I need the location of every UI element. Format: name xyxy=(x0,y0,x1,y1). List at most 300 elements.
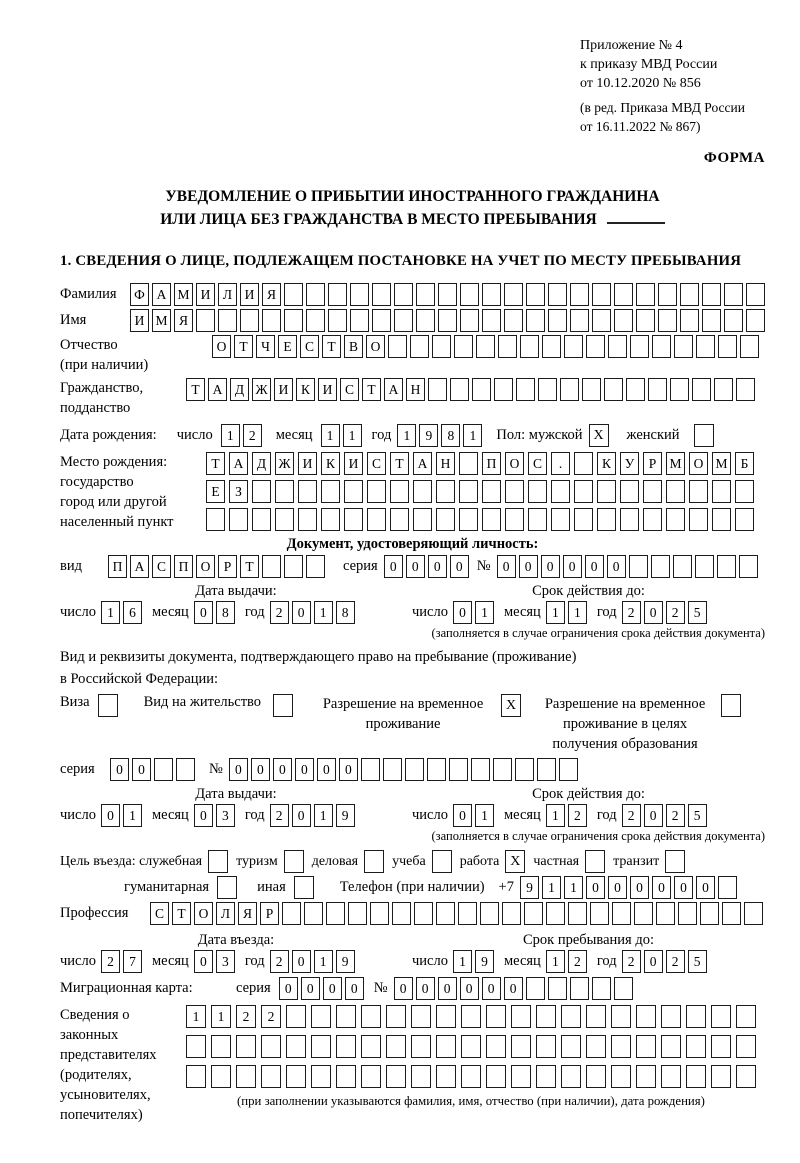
char-box[interactable]: У xyxy=(620,452,639,475)
char-box[interactable]: Р xyxy=(218,555,237,578)
char-box[interactable]: О xyxy=(212,335,231,358)
char-box[interactable]: 0 xyxy=(519,555,538,578)
char-box[interactable]: 2 xyxy=(666,804,685,827)
char-box[interactable] xyxy=(436,480,455,503)
char-box[interactable] xyxy=(714,378,733,401)
char-box[interactable]: 0 xyxy=(416,977,435,1000)
char-box[interactable] xyxy=(311,1035,331,1058)
char-box[interactable]: 0 xyxy=(644,601,663,624)
char-box[interactable] xyxy=(436,508,455,531)
char-box[interactable] xyxy=(592,283,611,306)
char-box[interactable]: 1 xyxy=(397,424,416,447)
char-box[interactable]: А xyxy=(130,555,149,578)
char-box[interactable] xyxy=(321,480,340,503)
char-box[interactable] xyxy=(570,977,589,1000)
char-box[interactable]: П xyxy=(174,555,193,578)
char-box[interactable] xyxy=(614,283,633,306)
char-box[interactable]: 0 xyxy=(674,876,693,899)
char-box[interactable] xyxy=(546,902,565,925)
char-box[interactable] xyxy=(712,480,731,503)
char-box[interactable] xyxy=(502,902,521,925)
char-box[interactable] xyxy=(459,452,478,475)
char-box[interactable]: П xyxy=(482,452,501,475)
char-box[interactable] xyxy=(505,480,524,503)
char-box[interactable] xyxy=(542,335,561,358)
char-box[interactable] xyxy=(262,309,281,332)
checkbox-visa[interactable] xyxy=(98,694,118,717)
char-box[interactable] xyxy=(739,555,758,578)
char-box[interactable] xyxy=(614,309,633,332)
char-box[interactable] xyxy=(336,1035,356,1058)
char-box[interactable] xyxy=(604,378,623,401)
char-box[interactable] xyxy=(630,335,649,358)
char-box[interactable]: 0 xyxy=(292,950,311,973)
char-box[interactable]: 3 xyxy=(216,804,235,827)
char-box[interactable] xyxy=(735,508,754,531)
char-box[interactable] xyxy=(229,508,248,531)
char-box[interactable] xyxy=(520,335,539,358)
char-box[interactable] xyxy=(626,378,645,401)
char-box[interactable]: Т xyxy=(172,902,191,925)
char-box[interactable] xyxy=(482,508,501,531)
char-box[interactable]: Т xyxy=(206,452,225,475)
char-box[interactable]: И xyxy=(298,452,317,475)
char-box[interactable]: 0 xyxy=(339,758,358,781)
char-box[interactable] xyxy=(413,508,432,531)
char-box[interactable] xyxy=(680,283,699,306)
char-box[interactable]: 9 xyxy=(475,950,494,973)
char-box[interactable]: Т xyxy=(240,555,259,578)
char-box[interactable] xyxy=(592,977,611,1000)
char-box[interactable] xyxy=(686,1005,706,1028)
char-box[interactable]: 2 xyxy=(666,950,685,973)
char-box[interactable]: А xyxy=(229,452,248,475)
char-box[interactable]: 0 xyxy=(251,758,270,781)
char-box[interactable] xyxy=(718,335,737,358)
char-box[interactable]: М xyxy=(152,309,171,332)
char-box[interactable] xyxy=(711,1005,731,1028)
char-box[interactable] xyxy=(629,555,648,578)
char-box[interactable]: 5 xyxy=(688,601,707,624)
char-box[interactable] xyxy=(486,1065,506,1088)
checkbox-male[interactable]: X xyxy=(589,424,609,447)
char-box[interactable]: Е xyxy=(278,335,297,358)
char-box[interactable] xyxy=(526,283,545,306)
char-box[interactable] xyxy=(658,309,677,332)
char-box[interactable]: 2 xyxy=(270,601,289,624)
char-box[interactable] xyxy=(438,283,457,306)
char-box[interactable]: И xyxy=(130,309,149,332)
char-box[interactable] xyxy=(416,283,435,306)
char-box[interactable] xyxy=(471,758,490,781)
char-box[interactable] xyxy=(262,555,281,578)
char-box[interactable] xyxy=(311,1065,331,1088)
char-box[interactable] xyxy=(636,1005,656,1028)
char-box[interactable] xyxy=(386,1035,406,1058)
char-box[interactable]: В xyxy=(344,335,363,358)
char-box[interactable] xyxy=(428,378,447,401)
char-box[interactable] xyxy=(564,335,583,358)
char-box[interactable] xyxy=(326,902,345,925)
char-box[interactable]: 0 xyxy=(384,555,403,578)
char-box[interactable]: 5 xyxy=(688,804,707,827)
checkbox-humanitarian[interactable] xyxy=(217,876,237,899)
char-box[interactable] xyxy=(361,1035,381,1058)
char-box[interactable] xyxy=(284,283,303,306)
char-box[interactable] xyxy=(634,902,653,925)
char-box[interactable] xyxy=(454,335,473,358)
char-box[interactable]: О xyxy=(194,902,213,925)
char-box[interactable]: Ж xyxy=(275,452,294,475)
char-box[interactable] xyxy=(361,1065,381,1088)
char-box[interactable]: 8 xyxy=(441,424,460,447)
char-box[interactable]: 1 xyxy=(546,601,565,624)
char-box[interactable]: Р xyxy=(260,902,279,925)
char-box[interactable]: 0 xyxy=(194,804,213,827)
char-box[interactable] xyxy=(414,902,433,925)
char-box[interactable]: 1 xyxy=(546,950,565,973)
char-box[interactable] xyxy=(413,480,432,503)
char-box[interactable]: 2 xyxy=(261,1005,281,1028)
char-box[interactable] xyxy=(361,758,380,781)
char-box[interactable]: 0 xyxy=(453,804,472,827)
char-box[interactable] xyxy=(186,1065,206,1088)
char-box[interactable]: . xyxy=(551,452,570,475)
char-box[interactable]: 0 xyxy=(132,758,151,781)
char-box[interactable]: А xyxy=(413,452,432,475)
char-box[interactable]: К xyxy=(597,452,616,475)
char-box[interactable] xyxy=(702,309,721,332)
char-box[interactable] xyxy=(686,1035,706,1058)
char-box[interactable] xyxy=(461,1035,481,1058)
char-box[interactable]: 9 xyxy=(336,950,355,973)
char-box[interactable]: 1 xyxy=(211,1005,231,1028)
char-box[interactable] xyxy=(678,902,697,925)
char-box[interactable] xyxy=(350,283,369,306)
char-box[interactable]: 0 xyxy=(607,555,626,578)
char-box[interactable]: Т xyxy=(234,335,253,358)
char-box[interactable] xyxy=(538,378,557,401)
checkbox-work[interactable]: X xyxy=(505,850,525,873)
char-box[interactable] xyxy=(524,902,543,925)
char-box[interactable] xyxy=(608,335,627,358)
char-box[interactable] xyxy=(390,508,409,531)
char-box[interactable] xyxy=(611,1035,631,1058)
char-box[interactable]: П xyxy=(108,555,127,578)
char-box[interactable] xyxy=(298,480,317,503)
char-box[interactable] xyxy=(284,309,303,332)
char-box[interactable]: К xyxy=(321,452,340,475)
char-box[interactable] xyxy=(695,555,714,578)
char-box[interactable]: М xyxy=(174,283,193,306)
char-box[interactable]: 1 xyxy=(542,876,561,899)
char-box[interactable] xyxy=(537,758,556,781)
char-box[interactable]: 0 xyxy=(497,555,516,578)
char-box[interactable] xyxy=(306,309,325,332)
char-box[interactable] xyxy=(367,508,386,531)
char-box[interactable]: Я xyxy=(174,309,193,332)
char-box[interactable] xyxy=(736,1035,756,1058)
char-box[interactable] xyxy=(597,480,616,503)
char-box[interactable]: С xyxy=(152,555,171,578)
char-box[interactable]: 9 xyxy=(520,876,539,899)
char-box[interactable] xyxy=(511,1065,531,1088)
char-box[interactable] xyxy=(636,283,655,306)
char-box[interactable]: Ф xyxy=(130,283,149,306)
char-box[interactable] xyxy=(528,480,547,503)
char-box[interactable] xyxy=(240,309,259,332)
char-box[interactable]: 3 xyxy=(216,950,235,973)
char-box[interactable]: И xyxy=(274,378,293,401)
char-box[interactable] xyxy=(436,1005,456,1028)
char-box[interactable]: С xyxy=(528,452,547,475)
char-box[interactable] xyxy=(411,1005,431,1028)
char-box[interactable] xyxy=(620,480,639,503)
char-box[interactable]: 9 xyxy=(419,424,438,447)
char-box[interactable]: Б xyxy=(735,452,754,475)
char-box[interactable]: 0 xyxy=(563,555,582,578)
char-box[interactable] xyxy=(392,902,411,925)
char-box[interactable]: Т xyxy=(362,378,381,401)
char-box[interactable]: 2 xyxy=(568,950,587,973)
char-box[interactable]: Н xyxy=(406,378,425,401)
char-box[interactable]: О xyxy=(689,452,708,475)
char-box[interactable] xyxy=(436,1065,456,1088)
char-box[interactable] xyxy=(586,335,605,358)
char-box[interactable] xyxy=(746,283,765,306)
char-box[interactable] xyxy=(548,309,567,332)
char-box[interactable] xyxy=(438,309,457,332)
char-box[interactable] xyxy=(559,758,578,781)
char-box[interactable]: 0 xyxy=(541,555,560,578)
char-box[interactable]: 1 xyxy=(186,1005,206,1028)
char-box[interactable]: 1 xyxy=(453,950,472,973)
char-box[interactable] xyxy=(367,480,386,503)
char-box[interactable]: А xyxy=(208,378,227,401)
char-box[interactable] xyxy=(586,1035,606,1058)
char-box[interactable] xyxy=(744,902,763,925)
char-box[interactable]: Я xyxy=(238,902,257,925)
char-box[interactable] xyxy=(386,1065,406,1088)
char-box[interactable]: О xyxy=(366,335,385,358)
char-box[interactable]: Д xyxy=(230,378,249,401)
char-box[interactable]: 6 xyxy=(123,601,142,624)
char-box[interactable]: 0 xyxy=(428,555,447,578)
char-box[interactable]: 0 xyxy=(644,950,663,973)
char-box[interactable] xyxy=(614,977,633,1000)
char-box[interactable] xyxy=(692,378,711,401)
char-box[interactable] xyxy=(186,1035,206,1058)
char-box[interactable]: 0 xyxy=(394,977,413,1000)
char-box[interactable] xyxy=(206,508,225,531)
char-box[interactable] xyxy=(394,309,413,332)
char-box[interactable] xyxy=(570,309,589,332)
char-box[interactable]: С xyxy=(367,452,386,475)
char-box[interactable]: Р xyxy=(643,452,662,475)
char-box[interactable] xyxy=(574,480,593,503)
char-box[interactable] xyxy=(718,876,737,899)
char-box[interactable] xyxy=(427,758,446,781)
checkbox-tourism[interactable] xyxy=(284,850,304,873)
char-box[interactable] xyxy=(586,1005,606,1028)
char-box[interactable] xyxy=(306,283,325,306)
char-box[interactable] xyxy=(636,309,655,332)
char-box[interactable] xyxy=(658,283,677,306)
char-box[interactable] xyxy=(689,508,708,531)
char-box[interactable]: 0 xyxy=(229,758,248,781)
char-box[interactable]: 0 xyxy=(406,555,425,578)
char-box[interactable]: 0 xyxy=(101,804,120,827)
char-box[interactable]: И xyxy=(318,378,337,401)
char-box[interactable]: 0 xyxy=(317,758,336,781)
char-box[interactable] xyxy=(551,480,570,503)
char-box[interactable] xyxy=(286,1065,306,1088)
char-box[interactable] xyxy=(612,902,631,925)
char-box[interactable]: 0 xyxy=(194,950,213,973)
char-box[interactable]: 1 xyxy=(101,601,120,624)
char-box[interactable] xyxy=(648,378,667,401)
char-box[interactable]: 1 xyxy=(568,601,587,624)
char-box[interactable]: 0 xyxy=(586,876,605,899)
char-box[interactable] xyxy=(586,1065,606,1088)
char-box[interactable] xyxy=(459,480,478,503)
char-box[interactable]: И xyxy=(196,283,215,306)
char-box[interactable] xyxy=(515,758,534,781)
checkbox-official[interactable] xyxy=(208,850,228,873)
char-box[interactable]: 2 xyxy=(270,804,289,827)
char-box[interactable] xyxy=(746,309,765,332)
char-box[interactable]: 2 xyxy=(622,804,641,827)
char-box[interactable]: 0 xyxy=(323,977,342,1000)
char-box[interactable] xyxy=(311,1005,331,1028)
char-box[interactable] xyxy=(570,283,589,306)
char-box[interactable] xyxy=(568,902,587,925)
char-box[interactable] xyxy=(372,309,391,332)
char-box[interactable]: 9 xyxy=(336,804,355,827)
char-box[interactable]: 0 xyxy=(279,977,298,1000)
char-box[interactable] xyxy=(482,480,501,503)
char-box[interactable]: 0 xyxy=(630,876,649,899)
char-box[interactable] xyxy=(394,283,413,306)
char-box[interactable] xyxy=(661,1065,681,1088)
char-box[interactable]: 0 xyxy=(585,555,604,578)
char-box[interactable]: 1 xyxy=(475,601,494,624)
char-box[interactable] xyxy=(636,1065,656,1088)
char-box[interactable]: 1 xyxy=(463,424,482,447)
char-box[interactable] xyxy=(275,508,294,531)
char-box[interactable]: А xyxy=(384,378,403,401)
char-box[interactable] xyxy=(636,1035,656,1058)
char-box[interactable]: 2 xyxy=(101,950,120,973)
char-box[interactable] xyxy=(405,758,424,781)
char-box[interactable] xyxy=(590,902,609,925)
char-box[interactable]: 8 xyxy=(216,601,235,624)
char-box[interactable] xyxy=(321,508,340,531)
char-box[interactable] xyxy=(370,902,389,925)
char-box[interactable] xyxy=(656,902,675,925)
char-box[interactable]: 0 xyxy=(292,601,311,624)
checkbox-study[interactable] xyxy=(432,850,452,873)
char-box[interactable] xyxy=(348,902,367,925)
char-box[interactable] xyxy=(548,977,567,1000)
char-box[interactable] xyxy=(482,309,501,332)
char-box[interactable] xyxy=(436,1035,456,1058)
char-box[interactable] xyxy=(482,283,501,306)
char-box[interactable] xyxy=(211,1035,231,1058)
char-box[interactable] xyxy=(536,1065,556,1088)
char-box[interactable] xyxy=(436,902,455,925)
char-box[interactable]: 1 xyxy=(221,424,240,447)
char-box[interactable]: 0 xyxy=(450,555,469,578)
char-box[interactable]: 0 xyxy=(696,876,715,899)
checkbox-transit[interactable] xyxy=(665,850,685,873)
char-box[interactable]: 8 xyxy=(336,601,355,624)
char-box[interactable] xyxy=(176,758,195,781)
checkbox-other[interactable] xyxy=(294,876,314,899)
char-box[interactable] xyxy=(674,335,693,358)
checkbox-female[interactable] xyxy=(694,424,714,447)
char-box[interactable] xyxy=(511,1035,531,1058)
char-box[interactable]: 1 xyxy=(343,424,362,447)
char-box[interactable] xyxy=(450,378,469,401)
char-box[interactable]: 2 xyxy=(270,950,289,973)
char-box[interactable] xyxy=(282,902,301,925)
char-box[interactable] xyxy=(611,1005,631,1028)
char-box[interactable] xyxy=(218,309,237,332)
char-box[interactable] xyxy=(528,508,547,531)
char-box[interactable] xyxy=(680,309,699,332)
char-box[interactable] xyxy=(493,758,512,781)
char-box[interactable] xyxy=(661,1005,681,1028)
char-box[interactable] xyxy=(461,1065,481,1088)
char-box[interactable]: 0 xyxy=(453,601,472,624)
char-box[interactable] xyxy=(286,1005,306,1028)
char-box[interactable] xyxy=(350,309,369,332)
char-box[interactable] xyxy=(459,508,478,531)
char-box[interactable] xyxy=(411,1065,431,1088)
char-box[interactable] xyxy=(298,508,317,531)
char-box[interactable]: Д xyxy=(252,452,271,475)
checkbox-private[interactable] xyxy=(585,850,605,873)
char-box[interactable]: 2 xyxy=(622,950,641,973)
char-box[interactable] xyxy=(651,555,670,578)
char-box[interactable]: 1 xyxy=(123,804,142,827)
char-box[interactable] xyxy=(416,309,435,332)
char-box[interactable] xyxy=(390,480,409,503)
char-box[interactable] xyxy=(460,309,479,332)
char-box[interactable] xyxy=(504,309,523,332)
char-box[interactable] xyxy=(735,480,754,503)
char-box[interactable] xyxy=(670,378,689,401)
char-box[interactable] xyxy=(432,335,451,358)
char-box[interactable]: 0 xyxy=(301,977,320,1000)
char-box[interactable] xyxy=(536,1005,556,1028)
char-box[interactable] xyxy=(711,1035,731,1058)
char-box[interactable] xyxy=(700,902,719,925)
char-box[interactable]: 0 xyxy=(504,977,523,1000)
char-box[interactable]: 0 xyxy=(460,977,479,1000)
char-box[interactable]: Т xyxy=(390,452,409,475)
char-box[interactable]: Т xyxy=(322,335,341,358)
char-box[interactable] xyxy=(306,555,325,578)
char-box[interactable]: И xyxy=(240,283,259,306)
char-box[interactable]: 0 xyxy=(273,758,292,781)
char-box[interactable] xyxy=(724,309,743,332)
char-box[interactable] xyxy=(597,508,616,531)
char-box[interactable] xyxy=(673,555,692,578)
char-box[interactable] xyxy=(736,1005,756,1028)
char-box[interactable]: 0 xyxy=(292,804,311,827)
